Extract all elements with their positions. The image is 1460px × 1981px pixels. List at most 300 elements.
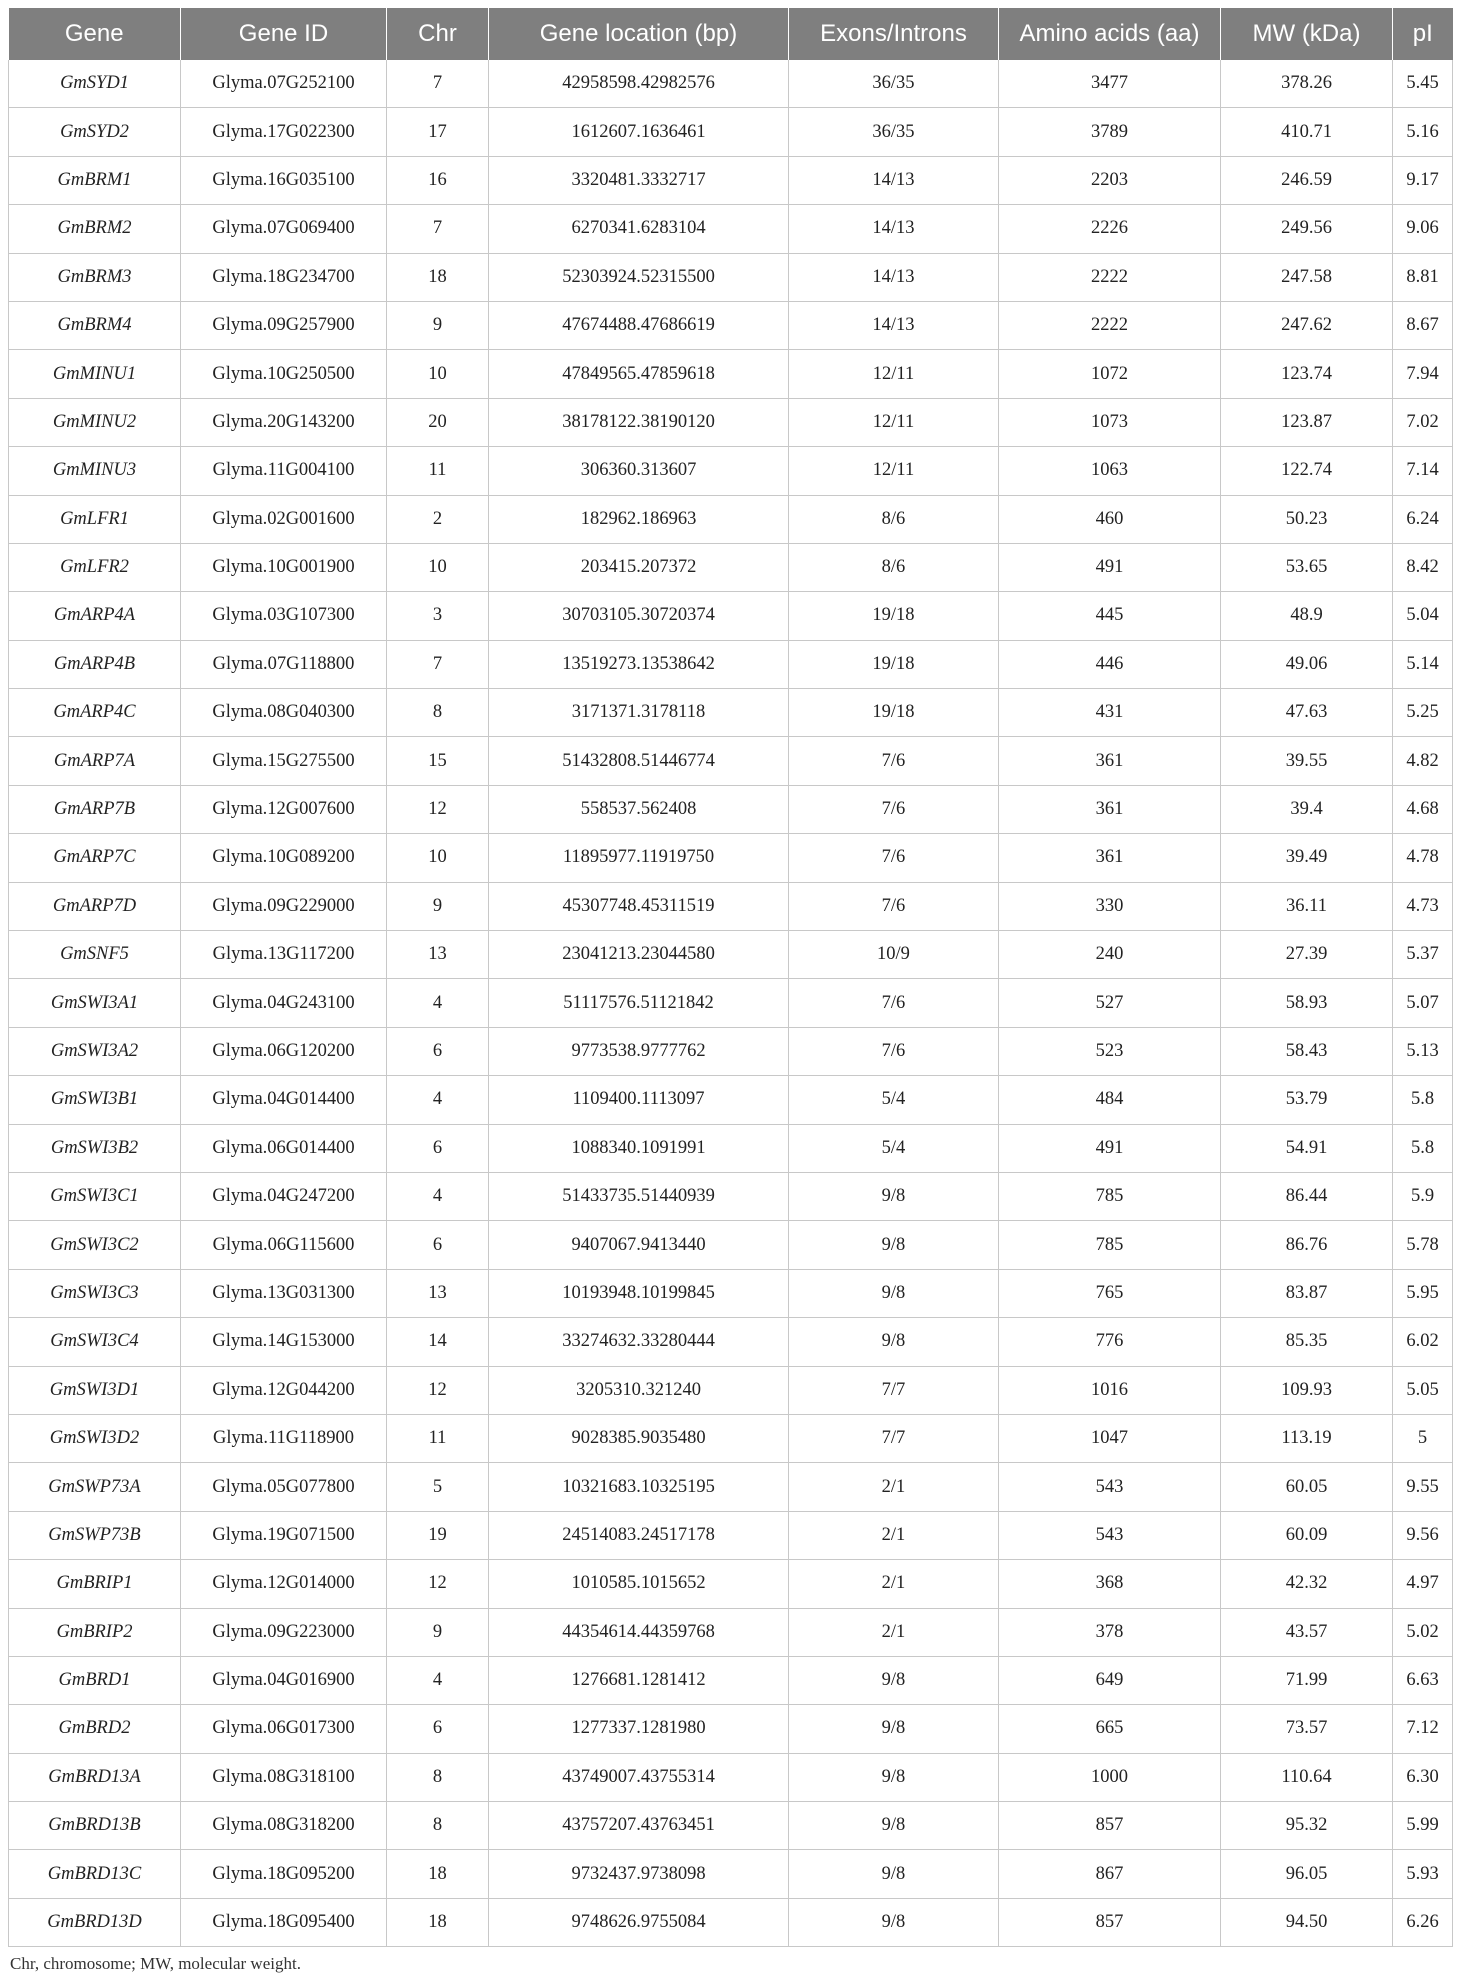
- cell-gene-id: Glyma.04G016900: [181, 1656, 387, 1704]
- table-row: [9, 1511, 1453, 1559]
- cell-gene-id: Glyma.12G044200: [181, 1366, 387, 1414]
- cell-mw: 83.87: [1221, 1269, 1393, 1317]
- cell-gene: GmSWP73B: [9, 1511, 181, 1559]
- table-header-row: [9, 8, 1453, 60]
- table-row: [9, 1172, 1453, 1220]
- cell-exons-introns: 2/1: [789, 1560, 999, 1608]
- cell-gene: GmSYD2: [9, 108, 181, 156]
- cell-gene-id: Glyma.04G243100: [181, 979, 387, 1027]
- cell-gene-location: 1088340.1091991: [489, 1124, 789, 1172]
- cell-mw: 58.93: [1221, 979, 1393, 1027]
- cell-pi: 5.13: [1393, 1027, 1453, 1075]
- cell-gene: GmSYD1: [9, 60, 181, 108]
- cell-chr: 5: [387, 1463, 489, 1511]
- table-footnote: Chr, chromosome; MW, molecular weight.: [10, 1954, 301, 1973]
- gene-table-container: [8, 8, 1452, 1947]
- cell-amino-acids: 491: [999, 1124, 1221, 1172]
- cell-exons-introns: 9/8: [789, 1898, 999, 1946]
- cell-mw: 53.65: [1221, 543, 1393, 591]
- cell-gene-location: 9732437.9738098: [489, 1850, 789, 1898]
- header-gene: Gene: [9, 8, 181, 60]
- cell-gene: GmSWI3B2: [9, 1124, 181, 1172]
- cell-amino-acids: 361: [999, 785, 1221, 833]
- cell-gene-id: Glyma.13G117200: [181, 931, 387, 979]
- cell-exons-introns: 9/8: [789, 1221, 999, 1269]
- cell-gene-location: 11895977.11919750: [489, 834, 789, 882]
- cell-gene-location: 47674488.47686619: [489, 301, 789, 349]
- cell-pi: 5.95: [1393, 1269, 1453, 1317]
- table-row: [9, 1463, 1453, 1511]
- cell-gene-location: 10321683.10325195: [489, 1463, 789, 1511]
- cell-mw: 109.93: [1221, 1366, 1393, 1414]
- cell-chr: 9: [387, 301, 489, 349]
- cell-pi: 5.16: [1393, 108, 1453, 156]
- cell-amino-acids: 523: [999, 1027, 1221, 1075]
- cell-exons-introns: 8/6: [789, 543, 999, 591]
- cell-chr: 6: [387, 1124, 489, 1172]
- cell-chr: 4: [387, 1076, 489, 1124]
- cell-pi: 5.99: [1393, 1802, 1453, 1850]
- cell-chr: 12: [387, 785, 489, 833]
- cell-gene: GmSWI3B1: [9, 1076, 181, 1124]
- table-row: [9, 1802, 1453, 1850]
- cell-chr: 6: [387, 1705, 489, 1753]
- cell-gene-location: 9773538.9777762: [489, 1027, 789, 1075]
- cell-amino-acids: 2226: [999, 205, 1221, 253]
- cell-chr: 4: [387, 979, 489, 1027]
- cell-exons-introns: 7/6: [789, 882, 999, 930]
- cell-gene: GmSWI3A2: [9, 1027, 181, 1075]
- cell-gene: GmBRD13A: [9, 1753, 181, 1801]
- cell-exons-introns: 5/4: [789, 1076, 999, 1124]
- cell-pi: 7.12: [1393, 1705, 1453, 1753]
- cell-amino-acids: 776: [999, 1318, 1221, 1366]
- cell-amino-acids: 2203: [999, 156, 1221, 204]
- cell-pi: 5.05: [1393, 1366, 1453, 1414]
- table-row: [9, 1124, 1453, 1172]
- cell-exons-introns: 9/8: [789, 1172, 999, 1220]
- cell-gene-location: 23041213.23044580: [489, 931, 789, 979]
- cell-gene: GmBRM1: [9, 156, 181, 204]
- cell-gene: GmARP7B: [9, 785, 181, 833]
- cell-gene-id: Glyma.02G001600: [181, 495, 387, 543]
- cell-gene-id: Glyma.13G031300: [181, 1269, 387, 1317]
- cell-gene-id: Glyma.08G318100: [181, 1753, 387, 1801]
- cell-gene-location: 33274632.33280444: [489, 1318, 789, 1366]
- table-row: [9, 979, 1453, 1027]
- cell-gene-id: Glyma.15G275500: [181, 737, 387, 785]
- cell-exons-introns: 9/8: [789, 1318, 999, 1366]
- table-row: [9, 156, 1453, 204]
- cell-gene: GmBRM3: [9, 253, 181, 301]
- cell-exons-introns: 8/6: [789, 495, 999, 543]
- table-row: [9, 205, 1453, 253]
- cell-exons-introns: 7/6: [789, 834, 999, 882]
- cell-gene: GmMINU1: [9, 350, 181, 398]
- table-row: [9, 350, 1453, 398]
- cell-amino-acids: 785: [999, 1221, 1221, 1269]
- cell-mw: 36.11: [1221, 882, 1393, 930]
- cell-pi: 4.97: [1393, 1560, 1453, 1608]
- cell-gene-location: 3205310.321240: [489, 1366, 789, 1414]
- cell-exons-introns: 9/8: [789, 1850, 999, 1898]
- cell-chr: 7: [387, 60, 489, 108]
- cell-gene-id: Glyma.09G229000: [181, 882, 387, 930]
- table-row: [9, 301, 1453, 349]
- cell-pi: 6.24: [1393, 495, 1453, 543]
- cell-pi: 5.78: [1393, 1221, 1453, 1269]
- cell-gene-id: Glyma.16G035100: [181, 156, 387, 204]
- cell-mw: 86.44: [1221, 1172, 1393, 1220]
- cell-pi: 9.17: [1393, 156, 1453, 204]
- cell-exons-introns: 5/4: [789, 1124, 999, 1172]
- header-chr: Chr: [387, 8, 489, 60]
- cell-amino-acids: 431: [999, 689, 1221, 737]
- cell-gene-location: 30703105.30720374: [489, 592, 789, 640]
- cell-chr: 8: [387, 689, 489, 737]
- cell-gene-location: 43757207.43763451: [489, 1802, 789, 1850]
- cell-chr: 17: [387, 108, 489, 156]
- cell-chr: 6: [387, 1027, 489, 1075]
- cell-exons-introns: 14/13: [789, 253, 999, 301]
- table-row: [9, 1269, 1453, 1317]
- cell-mw: 60.09: [1221, 1511, 1393, 1559]
- cell-chr: 11: [387, 447, 489, 495]
- cell-pi: 8.81: [1393, 253, 1453, 301]
- cell-gene: GmLFR1: [9, 495, 181, 543]
- cell-mw: 95.32: [1221, 1802, 1393, 1850]
- cell-amino-acids: 527: [999, 979, 1221, 1027]
- cell-amino-acids: 3789: [999, 108, 1221, 156]
- cell-amino-acids: 361: [999, 737, 1221, 785]
- cell-gene-id: Glyma.20G143200: [181, 398, 387, 446]
- cell-chr: 8: [387, 1753, 489, 1801]
- cell-gene: GmBRIP2: [9, 1608, 181, 1656]
- cell-gene: GmBRD13C: [9, 1850, 181, 1898]
- cell-exons-introns: 2/1: [789, 1608, 999, 1656]
- cell-pi: 7.02: [1393, 398, 1453, 446]
- cell-chr: 8: [387, 1802, 489, 1850]
- cell-mw: 53.79: [1221, 1076, 1393, 1124]
- cell-amino-acids: 368: [999, 1560, 1221, 1608]
- cell-gene-location: 3320481.3332717: [489, 156, 789, 204]
- cell-amino-acids: 543: [999, 1511, 1221, 1559]
- cell-gene-location: 10193948.10199845: [489, 1269, 789, 1317]
- cell-exons-introns: 7/7: [789, 1414, 999, 1462]
- cell-amino-acids: 1047: [999, 1414, 1221, 1462]
- cell-pi: 5.37: [1393, 931, 1453, 979]
- table-row: [9, 785, 1453, 833]
- table-row: [9, 640, 1453, 688]
- cell-gene-location: 9407067.9413440: [489, 1221, 789, 1269]
- cell-gene-id: Glyma.09G223000: [181, 1608, 387, 1656]
- cell-mw: 60.05: [1221, 1463, 1393, 1511]
- cell-amino-acids: 1063: [999, 447, 1221, 495]
- cell-chr: 12: [387, 1560, 489, 1608]
- cell-pi: 6.26: [1393, 1898, 1453, 1946]
- cell-exons-introns: 14/13: [789, 205, 999, 253]
- cell-gene-location: 9028385.9035480: [489, 1414, 789, 1462]
- cell-amino-acids: 765: [999, 1269, 1221, 1317]
- cell-amino-acids: 2222: [999, 301, 1221, 349]
- cell-mw: 39.55: [1221, 737, 1393, 785]
- cell-amino-acids: 857: [999, 1802, 1221, 1850]
- cell-amino-acids: 446: [999, 640, 1221, 688]
- cell-pi: 5.45: [1393, 60, 1453, 108]
- cell-amino-acids: 1073: [999, 398, 1221, 446]
- table-row: [9, 543, 1453, 591]
- cell-pi: 9.06: [1393, 205, 1453, 253]
- table-row: [9, 495, 1453, 543]
- cell-gene-id: Glyma.10G089200: [181, 834, 387, 882]
- cell-gene-id: Glyma.17G022300: [181, 108, 387, 156]
- cell-gene-location: 203415.207372: [489, 543, 789, 591]
- cell-chr: 13: [387, 1269, 489, 1317]
- cell-amino-acids: 240: [999, 931, 1221, 979]
- cell-chr: 10: [387, 834, 489, 882]
- cell-mw: 71.99: [1221, 1656, 1393, 1704]
- cell-mw: 122.74: [1221, 447, 1393, 495]
- table-row: [9, 1656, 1453, 1704]
- cell-exons-introns: 2/1: [789, 1463, 999, 1511]
- cell-exons-introns: 9/8: [789, 1705, 999, 1753]
- cell-pi: 5.07: [1393, 979, 1453, 1027]
- cell-gene-id: Glyma.06G017300: [181, 1705, 387, 1753]
- table-body: [9, 60, 1453, 1947]
- cell-mw: 123.87: [1221, 398, 1393, 446]
- cell-exons-introns: 12/11: [789, 398, 999, 446]
- cell-gene-location: 558537.562408: [489, 785, 789, 833]
- cell-gene: GmSWI3C2: [9, 1221, 181, 1269]
- cell-gene: GmSWI3A1: [9, 979, 181, 1027]
- cell-gene: GmARP4C: [9, 689, 181, 737]
- cell-pi: 4.68: [1393, 785, 1453, 833]
- cell-amino-acids: 378: [999, 1608, 1221, 1656]
- cell-gene: GmBRM2: [9, 205, 181, 253]
- header-amino-acids: Amino acids (aa): [999, 8, 1221, 60]
- cell-mw: 96.05: [1221, 1850, 1393, 1898]
- table-row: [9, 1608, 1453, 1656]
- cell-gene: GmARP4B: [9, 640, 181, 688]
- cell-gene-location: 9748626.9755084: [489, 1898, 789, 1946]
- cell-exons-introns: 10/9: [789, 931, 999, 979]
- cell-gene: GmBRM4: [9, 301, 181, 349]
- cell-gene: GmSWI3D1: [9, 1366, 181, 1414]
- cell-exons-introns: 9/8: [789, 1753, 999, 1801]
- cell-gene: GmARP7C: [9, 834, 181, 882]
- cell-gene: GmBRIP1: [9, 1560, 181, 1608]
- cell-gene-id: Glyma.03G107300: [181, 592, 387, 640]
- cell-gene: GmSWI3C1: [9, 1172, 181, 1220]
- cell-gene-id: Glyma.18G234700: [181, 253, 387, 301]
- cell-gene-location: 51433735.51440939: [489, 1172, 789, 1220]
- cell-exons-introns: 2/1: [789, 1511, 999, 1559]
- cell-gene-id: Glyma.10G001900: [181, 543, 387, 591]
- table-row: [9, 931, 1453, 979]
- cell-pi: 6.63: [1393, 1656, 1453, 1704]
- cell-gene-location: 45307748.45311519: [489, 882, 789, 930]
- cell-gene-id: Glyma.11G118900: [181, 1414, 387, 1462]
- cell-gene-location: 51117576.51121842: [489, 979, 789, 1027]
- cell-chr: 9: [387, 1608, 489, 1656]
- cell-amino-acids: 330: [999, 882, 1221, 930]
- cell-amino-acids: 867: [999, 1850, 1221, 1898]
- cell-mw: 246.59: [1221, 156, 1393, 204]
- cell-mw: 27.39: [1221, 931, 1393, 979]
- cell-pi: 5.8: [1393, 1076, 1453, 1124]
- cell-amino-acids: 1072: [999, 350, 1221, 398]
- cell-pi: 4.73: [1393, 882, 1453, 930]
- cell-chr: 2: [387, 495, 489, 543]
- cell-gene-id: Glyma.04G014400: [181, 1076, 387, 1124]
- cell-exons-introns: 19/18: [789, 592, 999, 640]
- cell-gene-location: 44354614.44359768: [489, 1608, 789, 1656]
- cell-chr: 3: [387, 592, 489, 640]
- table-row: [9, 1076, 1453, 1124]
- cell-chr: 13: [387, 931, 489, 979]
- cell-gene-id: Glyma.07G118800: [181, 640, 387, 688]
- cell-chr: 18: [387, 1850, 489, 1898]
- cell-gene-id: Glyma.08G318200: [181, 1802, 387, 1850]
- cell-mw: 54.91: [1221, 1124, 1393, 1172]
- cell-mw: 48.9: [1221, 592, 1393, 640]
- cell-exons-introns: 9/8: [789, 1656, 999, 1704]
- table-row: [9, 1318, 1453, 1366]
- cell-gene-location: 51432808.51446774: [489, 737, 789, 785]
- cell-mw: 113.19: [1221, 1414, 1393, 1462]
- cell-gene: GmBRD13B: [9, 1802, 181, 1850]
- cell-amino-acids: 649: [999, 1656, 1221, 1704]
- table-row: [9, 1027, 1453, 1075]
- cell-gene-location: 43749007.43755314: [489, 1753, 789, 1801]
- cell-gene-location: 182962.186963: [489, 495, 789, 543]
- cell-gene-id: Glyma.12G007600: [181, 785, 387, 833]
- cell-chr: 19: [387, 1511, 489, 1559]
- cell-pi: 7.14: [1393, 447, 1453, 495]
- table-row: [9, 253, 1453, 301]
- cell-amino-acids: 543: [999, 1463, 1221, 1511]
- cell-gene: GmBRD2: [9, 1705, 181, 1753]
- header-gene-id: Gene ID: [181, 8, 387, 60]
- cell-gene: GmSWI3C4: [9, 1318, 181, 1366]
- cell-gene-id: Glyma.09G257900: [181, 301, 387, 349]
- cell-exons-introns: 12/11: [789, 447, 999, 495]
- table-row: [9, 1753, 1453, 1801]
- cell-gene: GmSWI3C3: [9, 1269, 181, 1317]
- cell-mw: 410.71: [1221, 108, 1393, 156]
- cell-pi: 5.04: [1393, 592, 1453, 640]
- table-row: [9, 108, 1453, 156]
- cell-exons-introns: 7/6: [789, 979, 999, 1027]
- cell-chr: 12: [387, 1366, 489, 1414]
- cell-gene: GmARP7A: [9, 737, 181, 785]
- cell-exons-introns: 7/7: [789, 1366, 999, 1414]
- cell-exons-introns: 14/13: [789, 156, 999, 204]
- cell-gene: GmSWI3D2: [9, 1414, 181, 1462]
- table-row: [9, 398, 1453, 446]
- cell-gene-id: Glyma.08G040300: [181, 689, 387, 737]
- cell-amino-acids: 445: [999, 592, 1221, 640]
- cell-amino-acids: 2222: [999, 253, 1221, 301]
- table-row: [9, 737, 1453, 785]
- cell-pi: 4.78: [1393, 834, 1453, 882]
- cell-gene-location: 38178122.38190120: [489, 398, 789, 446]
- cell-amino-acids: 361: [999, 834, 1221, 882]
- cell-exons-introns: 12/11: [789, 350, 999, 398]
- cell-gene-id: Glyma.18G095200: [181, 1850, 387, 1898]
- cell-chr: 15: [387, 737, 489, 785]
- cell-exons-introns: 7/6: [789, 785, 999, 833]
- cell-gene: GmBRD13D: [9, 1898, 181, 1946]
- cell-gene-id: Glyma.12G014000: [181, 1560, 387, 1608]
- cell-mw: 247.62: [1221, 301, 1393, 349]
- cell-gene-location: 1277337.1281980: [489, 1705, 789, 1753]
- cell-gene-location: 52303924.52315500: [489, 253, 789, 301]
- cell-gene: GmSWP73A: [9, 1463, 181, 1511]
- cell-mw: 47.63: [1221, 689, 1393, 737]
- cell-amino-acids: 1016: [999, 1366, 1221, 1414]
- cell-gene-location: 1010585.1015652: [489, 1560, 789, 1608]
- table-row: [9, 1850, 1453, 1898]
- cell-pi: 5.02: [1393, 1608, 1453, 1656]
- table-row: [9, 689, 1453, 737]
- cell-exons-introns: 9/8: [789, 1802, 999, 1850]
- cell-mw: 42.32: [1221, 1560, 1393, 1608]
- cell-pi: 5.14: [1393, 640, 1453, 688]
- cell-amino-acids: 484: [999, 1076, 1221, 1124]
- cell-gene: GmARP7D: [9, 882, 181, 930]
- cell-pi: 9.55: [1393, 1463, 1453, 1511]
- cell-gene-id: Glyma.06G115600: [181, 1221, 387, 1269]
- cell-pi: 5.93: [1393, 1850, 1453, 1898]
- cell-exons-introns: 19/18: [789, 640, 999, 688]
- cell-chr: 10: [387, 350, 489, 398]
- cell-exons-introns: 14/13: [789, 301, 999, 349]
- cell-gene: GmSNF5: [9, 931, 181, 979]
- cell-chr: 4: [387, 1172, 489, 1220]
- cell-chr: 4: [387, 1656, 489, 1704]
- cell-amino-acids: 665: [999, 1705, 1221, 1753]
- cell-gene-location: 1276681.1281412: [489, 1656, 789, 1704]
- cell-gene-location: 13519273.13538642: [489, 640, 789, 688]
- cell-gene-id: Glyma.07G069400: [181, 205, 387, 253]
- cell-exons-introns: 36/35: [789, 108, 999, 156]
- cell-exons-introns: 19/18: [789, 689, 999, 737]
- cell-pi: 6.02: [1393, 1318, 1453, 1366]
- table-row: [9, 1366, 1453, 1414]
- table-row: [9, 834, 1453, 882]
- cell-gene: GmMINU3: [9, 447, 181, 495]
- cell-pi: 7.94: [1393, 350, 1453, 398]
- cell-mw: 94.50: [1221, 1898, 1393, 1946]
- cell-amino-acids: 857: [999, 1898, 1221, 1946]
- cell-amino-acids: 1000: [999, 1753, 1221, 1801]
- cell-gene: GmARP4A: [9, 592, 181, 640]
- cell-chr: 10: [387, 543, 489, 591]
- cell-amino-acids: 3477: [999, 60, 1221, 108]
- cell-chr: 18: [387, 1898, 489, 1946]
- table-row: [9, 1705, 1453, 1753]
- cell-mw: 39.49: [1221, 834, 1393, 882]
- table-row: [9, 447, 1453, 495]
- cell-chr: 18: [387, 253, 489, 301]
- cell-gene-location: 6270341.6283104: [489, 205, 789, 253]
- cell-chr: 9: [387, 882, 489, 930]
- cell-mw: 73.57: [1221, 1705, 1393, 1753]
- cell-gene-id: Glyma.18G095400: [181, 1898, 387, 1946]
- cell-amino-acids: 491: [999, 543, 1221, 591]
- cell-gene-id: Glyma.07G252100: [181, 60, 387, 108]
